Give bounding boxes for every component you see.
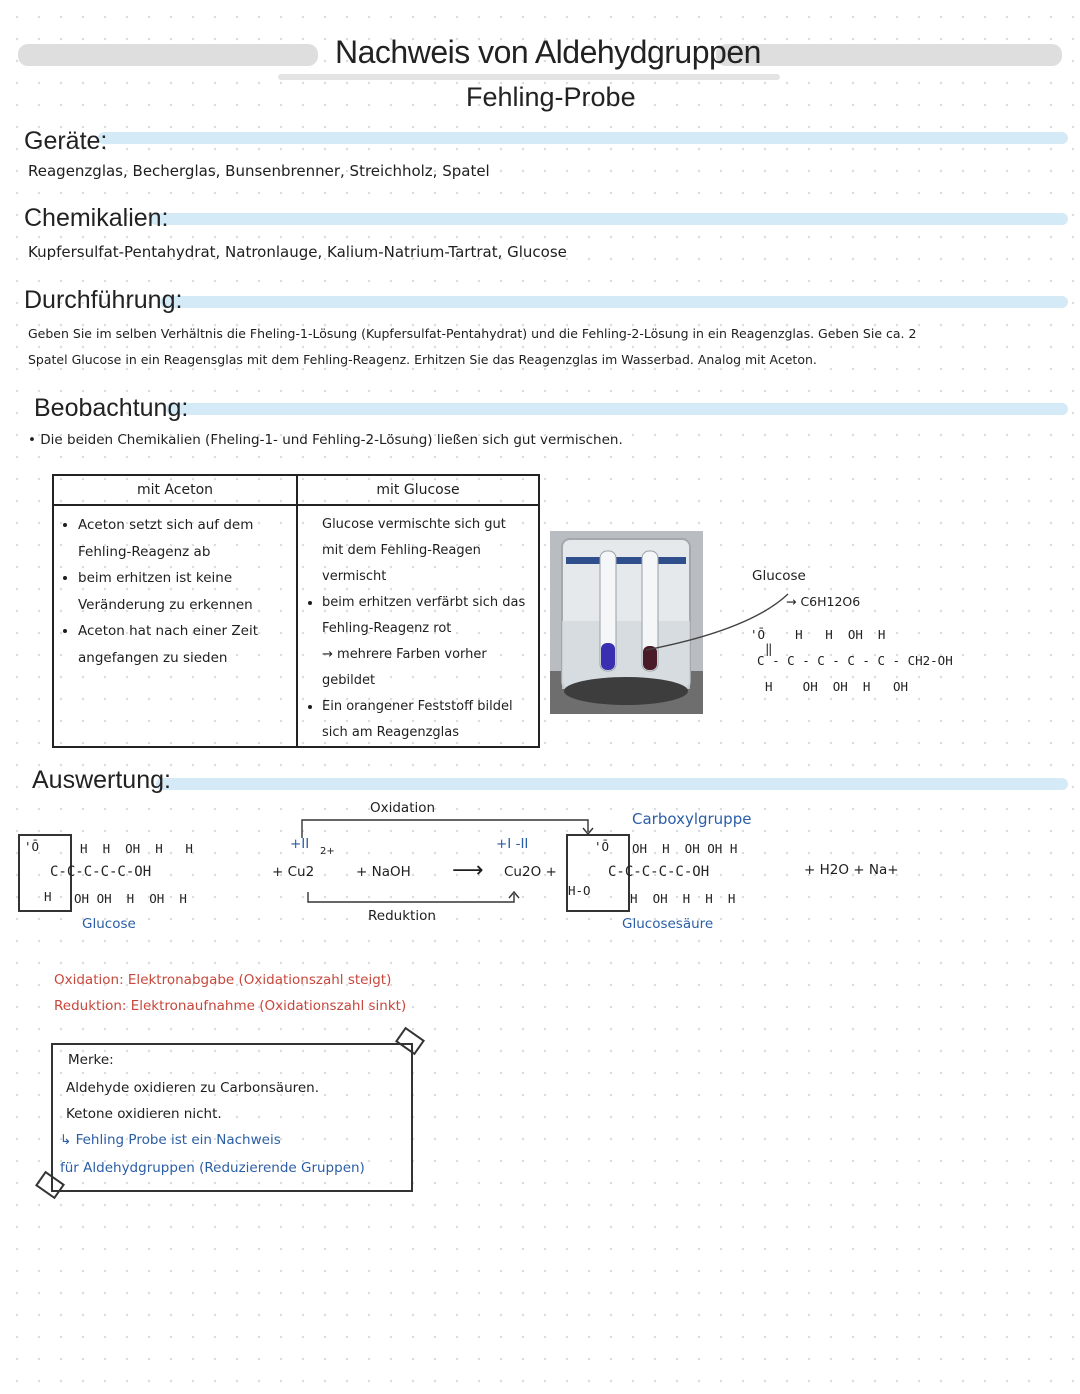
glucose-side-bottom: H OH OH H OH — [750, 679, 909, 694]
beobachtung-bullet-text: Die beiden Chemikalien (Fheling-1- und Fehling-2-Lösung) ließen sich gut vermischen. — [40, 432, 623, 448]
geraete-bar — [98, 132, 1068, 144]
merke-line2: Ketone oxidieren nicht. — [66, 1106, 222, 1122]
table-header-aceton: mit Aceton — [53, 475, 297, 505]
glucose-side-chain: C - C - C - C - C - CH2-OH — [742, 653, 953, 668]
table-header-glucose: mit Glucose — [297, 475, 539, 505]
cu-ox-number: +II — [290, 836, 310, 852]
beobachtung-bar — [166, 403, 1068, 415]
reactant-o: 'Ō — [24, 839, 40, 854]
durchfuehrung-line1: Geben Sie im selben Verhältnis die Fheling-1-Lösung (Kupfersulfat-Pentahydrat) und die Fehling-2-Lösung in ein Reagenzglas. Geben Sie ca. 2 — [28, 326, 917, 341]
product-chain: C-C-C-C-C-OH — [608, 864, 710, 880]
reactant-chain: C-C-C-C-C-OH — [50, 864, 152, 880]
geraete-heading: Geräte: — [24, 127, 108, 155]
cu2o: Cu2O + — [504, 864, 557, 880]
merke-line4: für Aldehydgruppen (Reduzierende Gruppen) — [60, 1160, 365, 1176]
chemikalien-text: Kupfersulfat-Pentahydrat, Natronlauge, Kalium-Natrium-Tartrat, Glucose — [28, 243, 567, 261]
merke-line1: Aldehyde oxidieren zu Carbonsäuren. — [66, 1080, 320, 1096]
glucose-side-label: Glucose — [752, 568, 806, 584]
auswertung-heading: Auswertung: — [32, 766, 171, 794]
product-name: Glucosesäure — [622, 916, 714, 932]
durchfuehrung-bar — [160, 296, 1068, 308]
glucose-cell — [298, 506, 538, 746]
observation-table — [52, 474, 540, 748]
reduction-label: Reduktion — [368, 908, 436, 924]
aceton-item: • beim erhitzen ist keine Veränderung zu erkennen — [78, 565, 288, 618]
product-bottom: H OH H H H — [630, 891, 736, 906]
glucose-side-double: ‖ — [750, 641, 773, 656]
header-bar-left — [18, 44, 318, 66]
reactant-name: Glucose — [82, 916, 136, 932]
durchfuehrung-line2: Spatel Glucose in ein Reagensglas mit dem Fehling-Reagenz. Erhitzen Sie das Reagenzglas im Wasserbad. Analog mit Aceton. — [28, 352, 817, 367]
product-o: 'Ō — [594, 839, 610, 854]
merke-line3: ↳ Fehling Probe ist ein Nachweis — [60, 1132, 281, 1148]
aceton-item: • Aceton hat nach einer Zeit angefangen zu sieden — [78, 618, 288, 671]
glucose-side-formula: → C6H12O6 — [786, 594, 861, 609]
chemikalien-heading: Chemikalien: — [24, 204, 169, 232]
reaction-tail: + H2O + Na+ — [804, 862, 899, 878]
oxidation-bracket — [300, 814, 600, 844]
aceton-item: • Aceton setzt sich auf dem Fehling-Reagenz ab — [78, 512, 288, 565]
page-subtitle: Fehling-Probe — [466, 82, 636, 112]
naoh: + NaOH — [356, 864, 411, 880]
reactant-h: H — [44, 889, 52, 904]
reactant-top: H H OH H H — [80, 841, 193, 856]
cu-ion: + Cu2 — [272, 864, 315, 880]
beobachtung-bullet: • Die beiden Chemikalien (Fheling-1- und Fehling-2-Lösung) ließen sich gut vermischen. — [28, 432, 623, 448]
auswertung-bar — [156, 778, 1068, 790]
cu-charge: 2+ — [320, 846, 335, 857]
oxidation-label: Oxidation — [370, 800, 436, 816]
glucose-arrow-note: → mehrere Farben vorher gebildet — [322, 647, 487, 688]
chemikalien-bar — [150, 213, 1068, 225]
oxidation-definition: Oxidation: Elektronabgabe (Oxidationszahl steigt) — [54, 972, 392, 988]
glucose-side-top: 'Ō H H OH H — [750, 627, 886, 642]
product-top: OH H OH OH H — [632, 841, 738, 856]
cu2o-ox-number: +I -II — [496, 836, 529, 852]
page-title: Nachweis von Aldehydgruppen — [335, 34, 761, 70]
merke-title: Merke: — [68, 1052, 114, 1068]
reaction-arrow: ⟶ — [452, 858, 484, 883]
product-ho: H-O — [568, 883, 591, 898]
geraete-text: Reagenzglas, Becherglas, Bunsenbrenner, Streichholz, Spatel — [28, 162, 490, 180]
glucose-item: • Ein orangener Feststoff bildel sich am Reagenzglas — [322, 694, 530, 746]
title-underline — [278, 74, 780, 80]
aceton-cell — [54, 506, 296, 671]
header-bar-right — [716, 44, 1062, 66]
reactant-bottom: OH OH H OH H — [74, 891, 187, 906]
glucose-item: • beim erhitzen verfärbt sich das Fehling-Reagenz rot — [322, 590, 530, 642]
glucose-intro: Glucose vermischte sich gut mit dem Fehling-Reagen vermischt — [322, 517, 506, 584]
carboxyl-label: Carboxylgruppe — [632, 810, 752, 828]
reduktion-definition: Reduktion: Elektronaufnahme (Oxidationszahl sinkt) — [54, 998, 407, 1014]
beobachtung-heading: Beobachtung: — [34, 394, 189, 422]
durchfuehrung-heading: Durchführung: — [24, 286, 183, 314]
